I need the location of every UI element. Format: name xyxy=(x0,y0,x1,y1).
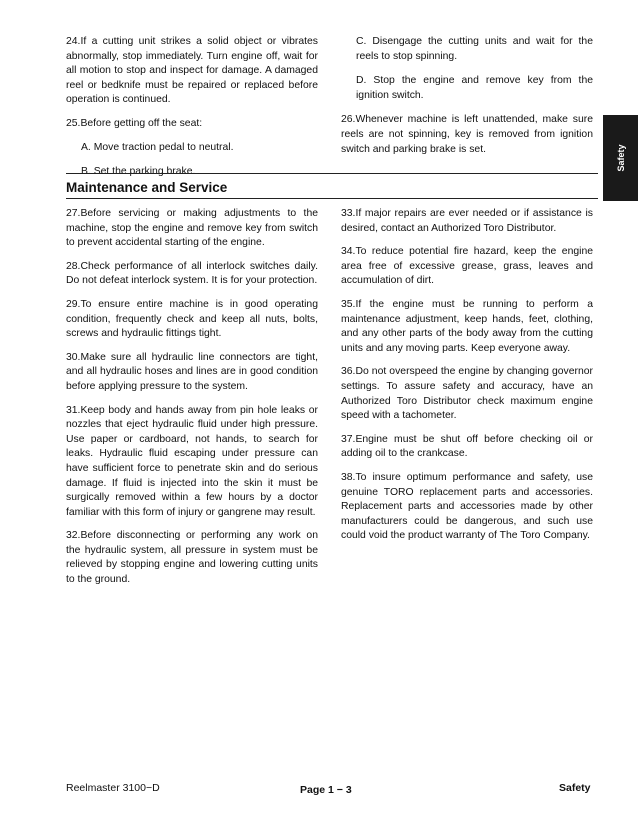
paragraph: 29.To ensure entire machine is in good operating condition, frequently check and keep all nuts, bolts, screws and hydraulic fittings tight. xyxy=(66,298,318,340)
paragraph: 28.Check performance of all interlock switches daily. Do not defeat interlock system. It is for your protection. xyxy=(66,260,318,287)
paragraph: 32.Before disconnecting or performing any work on the hydraulic system, all pressure in system must be relieved by stopping engine and lowering cutting units to the ground. xyxy=(66,530,318,586)
section-divider-top xyxy=(66,173,598,174)
paragraph: 25.Before getting off the seat: xyxy=(66,117,203,129)
paragraph: 38.To insure optimum performance and safety, use genuine TORO replacement parts and accessories. Replacement parts and accessories made by other manufacturers could be dangerous, and such use could void the product warranty of The Toro Company. xyxy=(341,471,593,542)
paragraph: D. Stop the engine and remove key from the ignition switch. xyxy=(356,75,593,101)
paragraph: 36.Do not overspeed the engine by changing governor settings. To assure safety and accuracy, have an Authorized Toro Distributor check maximum engine speed with a tachometer. xyxy=(341,366,593,422)
paragraph: 24.If a cutting unit strikes a solid object or vibrates abnormally, stop immediately. Turn engine off, wait for all motion to stop and inspect for damage. A damaged reel or bedknife must be repaired or replaced before operation is continued. xyxy=(66,36,318,106)
safety-side-tab xyxy=(603,115,638,201)
paragraph: 26.Whenever machine is left unattended, make sure reels are not spinning, key is removed from ignition switch and parking brake is set. xyxy=(341,114,593,155)
side-tab-label: Safety xyxy=(615,144,626,172)
top-right-column xyxy=(341,35,593,166)
paragraph: 27.Before servicing or making adjustments to the machine, stop the engine and remove key from switch to prevent accidental starting of the engine. xyxy=(66,208,318,249)
paragraph: 30.Make sure all hydraulic line connectors are tight, and all hydraulic hoses and lines are in good condition before applying pressure to the system. xyxy=(66,351,318,392)
section-divider-bottom xyxy=(66,198,598,199)
footer-model: Reelmaster 3100−D xyxy=(66,782,160,794)
paragraph: C. Disengage the cutting units and wait for the reels to stop spinning. xyxy=(356,36,593,62)
paragraph: 33.If major repairs are ever needed or if assistance is desired, contact an Authorized Toro Distributor. xyxy=(341,208,593,234)
paragraph: A. Move traction pedal to neutral. xyxy=(81,141,234,153)
paragraph: 34.To reduce potential fire hazard, keep the engine area free of excessive grease, grass, leaves and accumulation of dirt. xyxy=(341,246,593,287)
footer-section: Safety xyxy=(559,782,591,794)
top-left-column xyxy=(66,35,318,190)
section-title: Maintenance and Service xyxy=(66,180,228,195)
footer-page-number: Page 1 − 3 xyxy=(300,784,352,796)
paragraph: 37.Engine must be shut off before checking oil or adding oil to the crankcase. xyxy=(341,433,593,460)
paragraph: B. Set the parking brake. xyxy=(81,166,196,178)
paragraph: 31.Keep body and hands away from pin hole leaks or nozzles that eject hydraulic fluid under high pressure. Use paper or cardboard, not hands, to search for leaks. Hydraulic fluid escaping under pressure can have sufficient force to penetrate skin and do serious damage. If fluid is injected into the skin it must be surgically removed within a few hours by a doctor familiar with this form of injury or gangrene may result. xyxy=(66,404,318,518)
paragraph: 35.If the engine must be running to perform a maintenance adjustment, keep hands, feet, clothing, and any other parts of the body away from the cutting units and any moving parts. Keep everyone away. xyxy=(341,298,593,354)
bottom-left-column xyxy=(66,207,318,597)
bottom-right-column xyxy=(341,207,593,553)
